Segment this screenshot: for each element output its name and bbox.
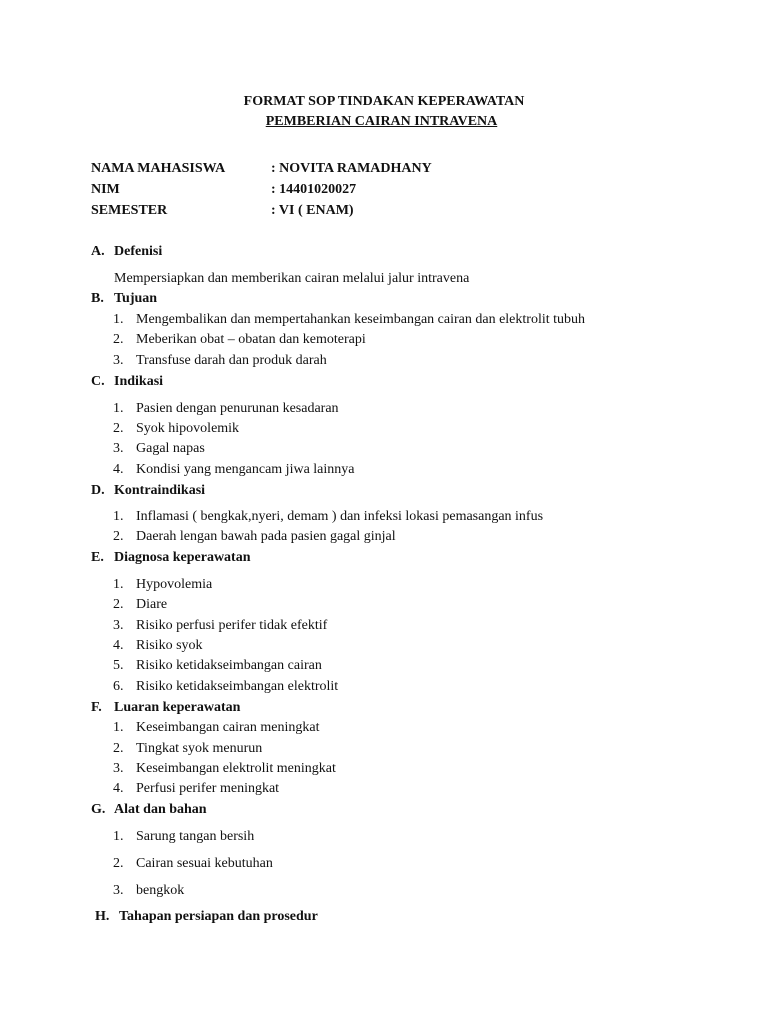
identity-value-name: : NOVITA RAMADHANY (271, 161, 432, 176)
section-letter-h: H. (95, 909, 110, 924)
list-number: 5. (113, 658, 124, 673)
subtitle-text: PEMBERIAN CAIRAN INTRAVENA (265, 114, 498, 129)
identity-label-nim: NIM (91, 182, 120, 197)
identity-label-semester: SEMESTER (91, 203, 168, 218)
list-item: Hypovolemia (136, 577, 213, 592)
identity-value-nim: : 14401020027 (271, 182, 357, 197)
list-item: bengkok (136, 883, 185, 898)
list-item: Perfusi perifer meningkat (136, 781, 280, 796)
list-number: 1. (113, 720, 124, 735)
list-item: Syok hipovolemik (136, 421, 240, 436)
list-number: 2. (113, 856, 124, 871)
list-number: 1. (113, 401, 124, 416)
list-item: Meberikan obat – obatan dan kemoterapi (136, 332, 366, 347)
document-title: FORMAT SOP TINDAKAN KEPERAWATAN (243, 94, 525, 109)
list-item: Kondisi yang mengancam jiwa lainnya (136, 462, 355, 477)
definition-text: Mempersiapkan dan memberikan cairan melalui jalur intravena (114, 271, 470, 286)
list-item: Cairan sesuai kebutuhan (136, 856, 273, 871)
list-item: Risiko syok (136, 638, 203, 653)
list-item: Keseimbangan elektrolit meningkat (136, 761, 336, 776)
document-subtitle (0, 114, 768, 130)
list-item: Inflamasi ( bengkak,nyeri, demam ) dan infeksi lokasi pemasangan infus (136, 509, 544, 524)
list-item: Sarung tangan bersih (136, 829, 255, 844)
section-title-alat: Alat dan bahan (114, 802, 207, 817)
list-item: Tingkat syok menurun (136, 741, 263, 756)
list-number: 3. (113, 618, 124, 633)
section-letter-c: C. (91, 374, 105, 389)
list-number: 2. (113, 597, 124, 612)
list-number: 1. (113, 829, 124, 844)
section-letter-a: A. (91, 244, 105, 259)
list-item: Diare (136, 597, 168, 612)
list-item: Risiko ketidakseimbangan cairan (136, 658, 322, 673)
list-item: Pasien dengan penurunan kesadaran (136, 401, 339, 416)
section-title-tahapan: Tahapan persiapan dan prosedur (119, 909, 318, 924)
list-item: Transfuse darah dan produk darah (136, 353, 327, 368)
section-letter-b: B. (91, 291, 104, 306)
list-number: 4. (113, 638, 124, 653)
list-number: 3. (113, 761, 124, 776)
list-number: 1. (113, 577, 124, 592)
list-number: 3. (113, 353, 124, 368)
list-number: 2. (113, 529, 124, 544)
list-number: 2. (113, 421, 124, 436)
list-number: 4. (113, 462, 124, 477)
list-number: 1. (113, 312, 124, 327)
list-item: Mengembalikan dan mempertahankan keseimbangan cairan dan elektrolit tubuh (136, 312, 586, 327)
list-item: Risiko perfusi perifer tidak efektif (136, 618, 328, 633)
section-title-tujuan: Tujuan (114, 291, 158, 306)
section-letter-d: D. (91, 483, 105, 498)
list-number: 1. (113, 509, 124, 524)
section-title-diagnosa: Diagnosa keperawatan (114, 550, 251, 565)
identity-label-name: NAMA MAHASISWA (91, 161, 226, 176)
list-number: 2. (113, 741, 124, 756)
list-item: Gagal napas (136, 441, 205, 456)
list-item: Risiko ketidakseimbangan elektrolit (136, 679, 339, 694)
list-number: 3. (113, 883, 124, 898)
list-number: 4. (113, 781, 124, 796)
section-title-luaran: Luaran keperawatan (114, 700, 241, 715)
section-title-indikasi: Indikasi (114, 374, 164, 389)
identity-value-semester: : VI ( ENAM) (271, 203, 354, 218)
list-item: Daerah lengan bawah pada pasien gagal ginjal (136, 529, 396, 544)
list-number: 2. (113, 332, 124, 347)
list-item: Keseimbangan cairan meningkat (136, 720, 320, 735)
section-title-defenisi: Defenisi (114, 244, 163, 259)
section-letter-f: F. (91, 700, 102, 715)
section-title-kontraindikasi: Kontraindikasi (114, 483, 206, 498)
section-letter-e: E. (91, 550, 104, 565)
list-number: 6. (113, 679, 124, 694)
section-letter-g: G. (91, 802, 106, 817)
list-number: 3. (113, 441, 124, 456)
